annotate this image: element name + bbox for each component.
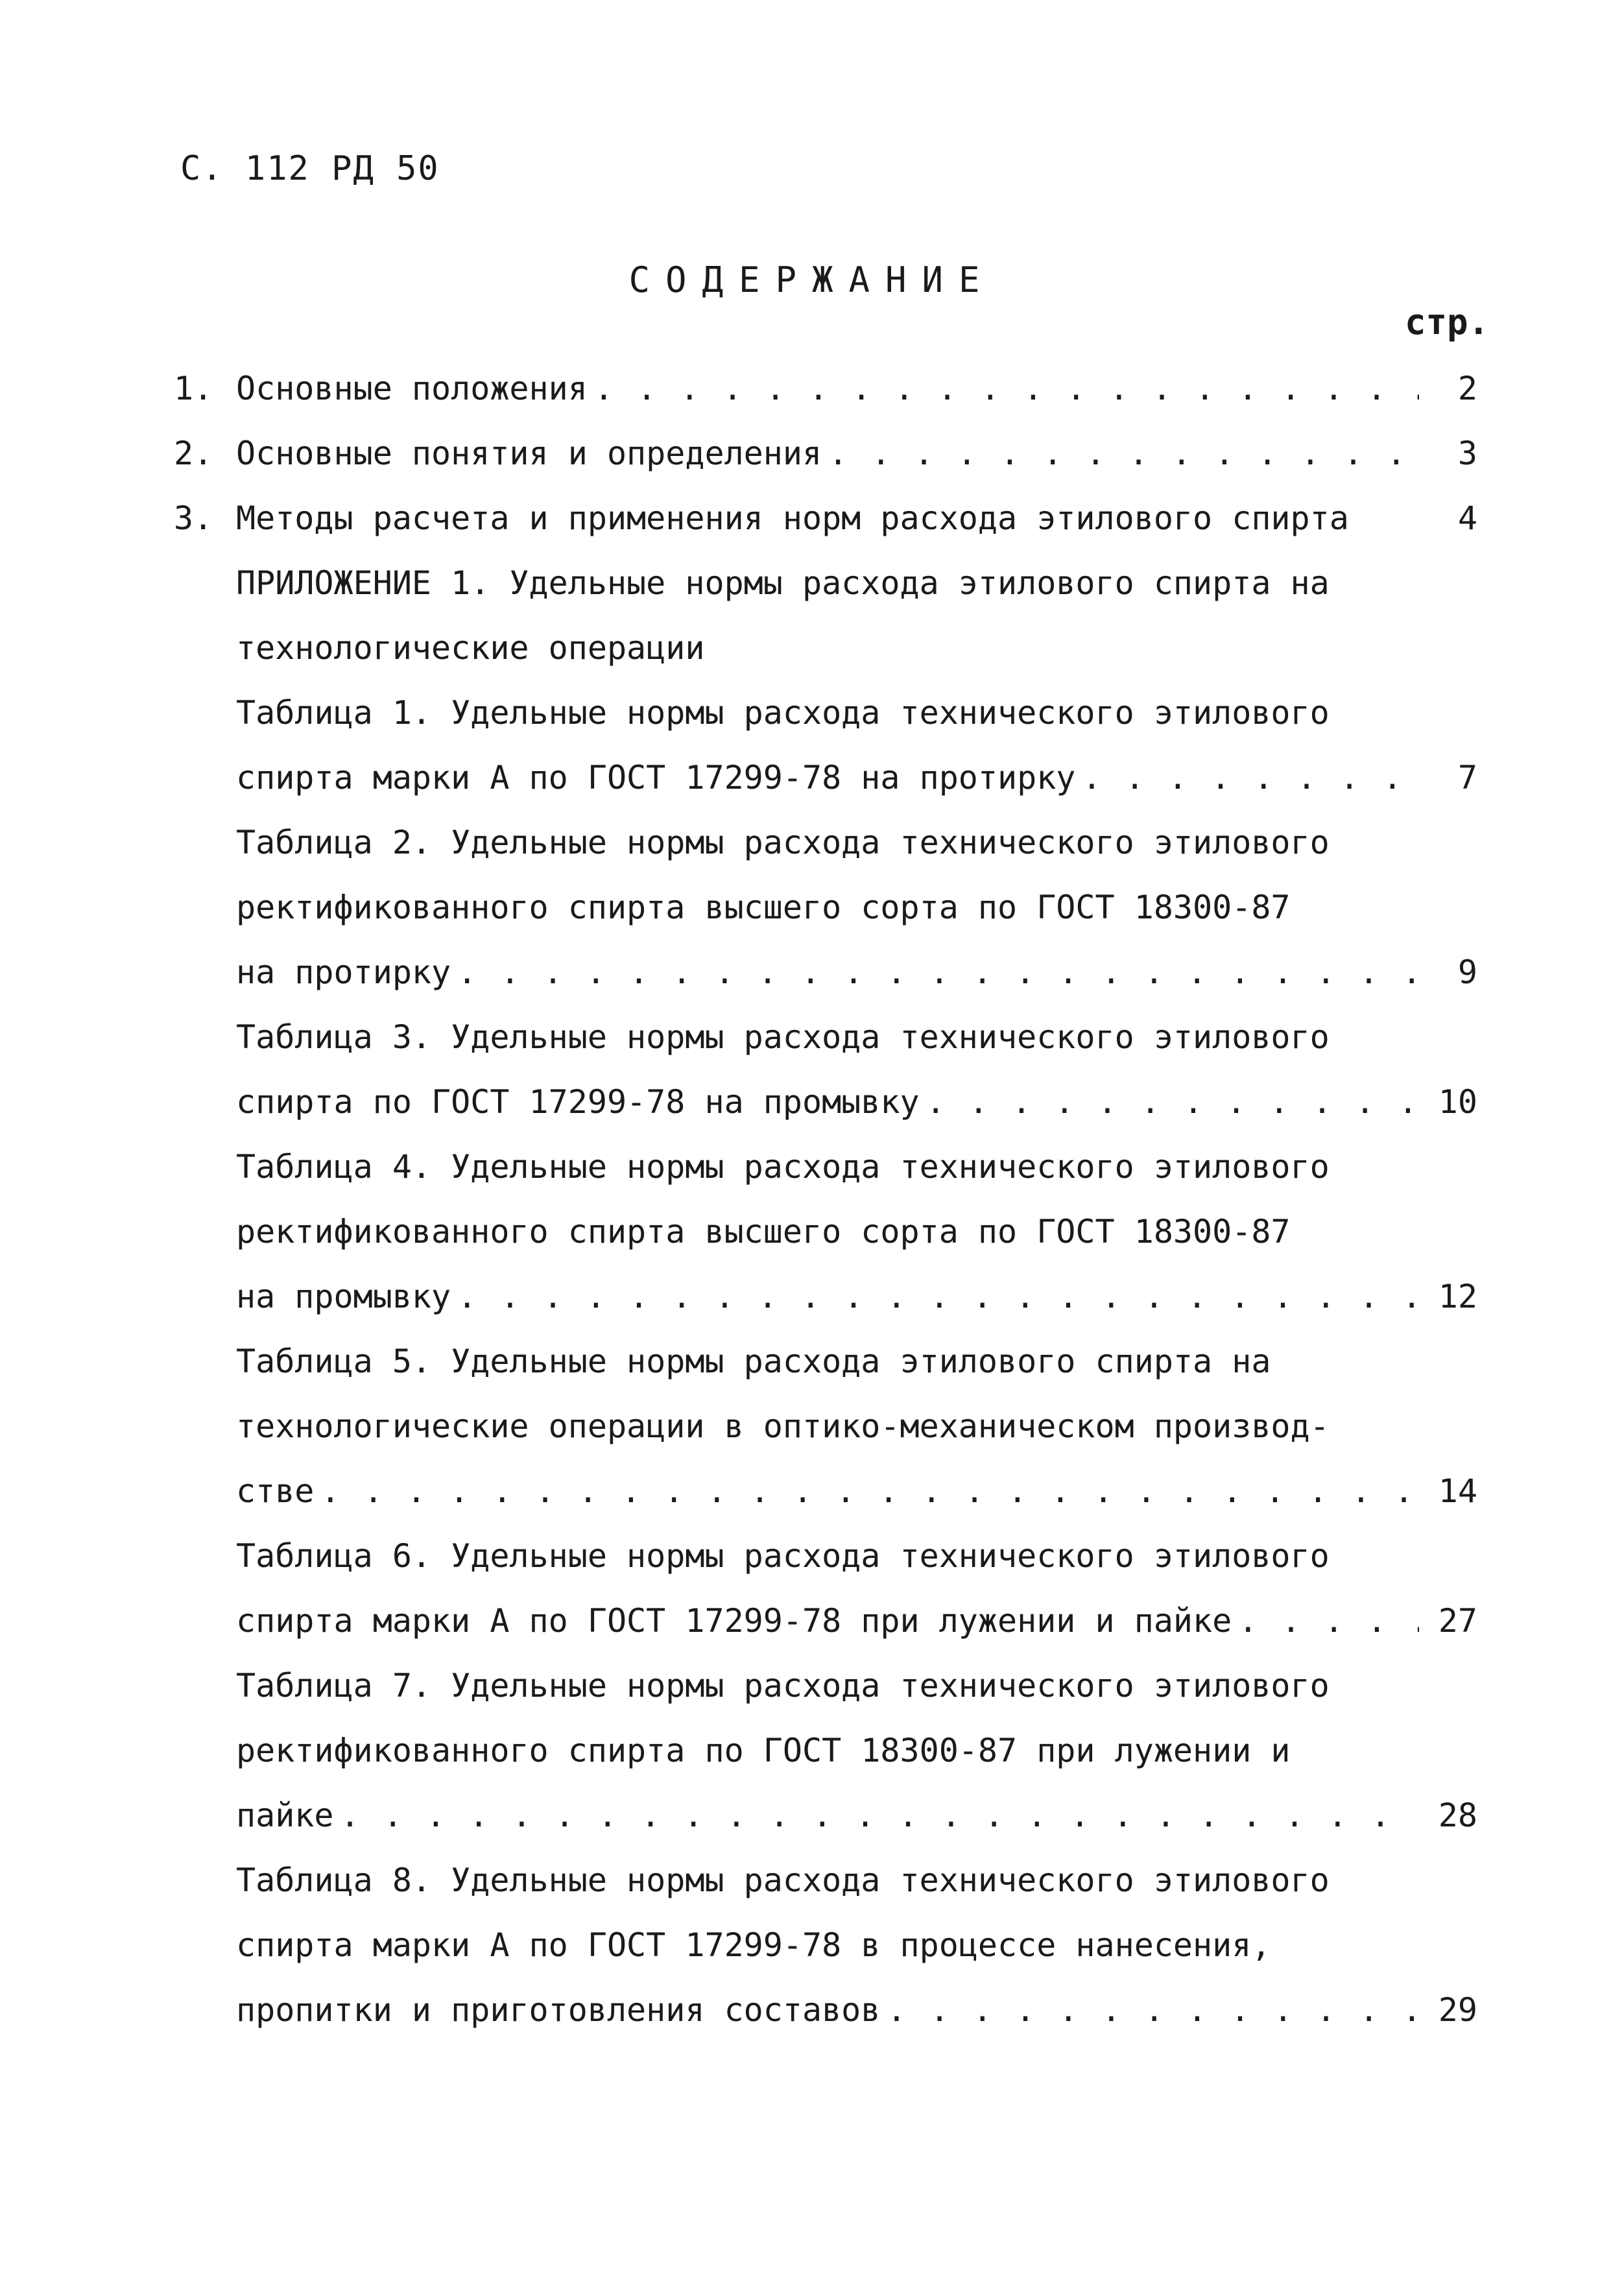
toc-entry-text: стве: [236, 1472, 315, 1510]
toc-entry: [174, 1343, 1477, 1407]
toc-entry-text: спирта марки А по ГОСТ 17299-78 в процессе нанесения,: [236, 1926, 1271, 1964]
toc-entry-text: Основные понятия и определения: [236, 435, 822, 472]
toc-entry: [174, 824, 1477, 889]
dot-leader: [1238, 1602, 1419, 1640]
toc-entry-number: 3.: [174, 499, 213, 537]
toc-entry-text: технологические операции: [236, 629, 705, 667]
toc-entry: [174, 1732, 1477, 1797]
page-column-label: стр.: [1404, 302, 1489, 342]
toc-entry-text: ректификованного спирта высшего сорта по ГОСТ 18300-87: [236, 889, 1291, 926]
toc-entry: [174, 499, 1477, 564]
toc-entry-text: спирта марки А по ГОСТ 17299-78 на протирку: [236, 759, 1076, 796]
toc-entry-page: 29: [1438, 1991, 1477, 2029]
dot-leader: [1082, 759, 1419, 796]
toc-entry: [174, 694, 1477, 759]
toc-entry: [174, 435, 1477, 499]
toc-entry: [174, 1926, 1477, 1991]
toc-entry: [174, 1991, 1477, 2056]
dot-leader: [828, 435, 1419, 472]
page-title: СОДЕРЖАНИЕ: [628, 259, 996, 300]
toc-entry-text: Таблица 3. Удельные нормы расхода технического этилового: [236, 1018, 1330, 1056]
toc-entry-page: 7: [1457, 759, 1477, 796]
toc-entry-text: пропитки и приготовления составов: [236, 1991, 881, 2029]
toc-entry-text: Таблица 7. Удельные нормы расхода технического этилового: [236, 1667, 1330, 1705]
toc-entry-number: 1.: [174, 370, 213, 407]
toc-entry-page: 12: [1438, 1278, 1477, 1315]
toc-entry-text: ПРИЛОЖЕНИЕ 1. Удельные нормы расхода этилового спирта на: [236, 564, 1330, 602]
toc-entry-text: Таблица 1. Удельные нормы расхода технического этилового: [236, 694, 1330, 732]
toc-entry-text: Таблица 5. Удельные нормы расхода этилового спирта на: [236, 1343, 1271, 1380]
toc-entry: [174, 564, 1477, 629]
toc-entry-page: 10: [1438, 1083, 1477, 1121]
toc-entry-page: 27: [1438, 1602, 1477, 1640]
toc-entry: [174, 1472, 1477, 1537]
toc-entry-page: 4: [1457, 499, 1477, 537]
toc-entry: [174, 759, 1477, 824]
toc-entry-text: пайке: [236, 1797, 334, 1834]
toc-entry: [174, 889, 1477, 953]
toc-entry: [174, 1861, 1477, 1926]
toc-entry-text: спирта марки А по ГОСТ 17299-78 при лужении и пайке: [236, 1602, 1232, 1640]
toc-entry-text: Таблица 6. Удельные нормы расхода технического этилового: [236, 1537, 1330, 1575]
toc-entry: [174, 370, 1477, 435]
toc-entry: [174, 1797, 1477, 1861]
toc-entry-number: 2.: [174, 435, 213, 472]
toc-entry-text: спирта по ГОСТ 17299-78 на промывку: [236, 1083, 920, 1121]
toc-entry-text: Основные положения: [236, 370, 588, 407]
toc-entry-page: 2: [1457, 370, 1477, 407]
dot-leader: [594, 370, 1419, 407]
toc-entry-text: Таблица 8. Удельные нормы расхода технического этилового: [236, 1861, 1330, 1899]
table-of-contents: [174, 370, 1477, 2056]
toc-entry-text: Таблица 2. Удельные нормы расхода технического этилового: [236, 824, 1330, 861]
page-header: С. 112 РД 50: [180, 149, 440, 188]
toc-entry: [174, 1213, 1477, 1278]
toc-entry-text: ректификованного спирта высшего сорта по ГОСТ 18300-87: [236, 1213, 1291, 1250]
toc-entry-text: Методы расчета и применения норм расхода этилового спирта: [236, 499, 1349, 537]
toc-entry-page: 9: [1457, 953, 1477, 991]
toc-entry-page: 14: [1438, 1472, 1477, 1510]
toc-entry: [174, 1537, 1477, 1602]
dot-leader: [457, 953, 1419, 991]
toc-entry-page: 28: [1438, 1797, 1477, 1834]
toc-entry-text: на протирку: [236, 953, 451, 991]
toc-entry: [174, 1018, 1477, 1083]
toc-entry-text: технологические операции в оптико-механическом производ-: [236, 1407, 1330, 1445]
toc-entry-text: Таблица 4. Удельные нормы расхода технического этилового: [236, 1148, 1330, 1186]
dot-leader: [457, 1278, 1419, 1315]
toc-entry: [174, 1148, 1477, 1213]
toc-entry-text: ректификованного спирта по ГОСТ 18300-87 при лужении и: [236, 1732, 1291, 1769]
dot-leader: [320, 1472, 1419, 1510]
toc-entry: [174, 1667, 1477, 1732]
toc-entry: [174, 1407, 1477, 1472]
dot-leader: [887, 1991, 1419, 2029]
toc-entry: [174, 1602, 1477, 1667]
toc-entry-text: на промывку: [236, 1278, 451, 1315]
toc-entry-page: 3: [1457, 435, 1477, 472]
toc-entry: [174, 1083, 1477, 1148]
toc-entry: [174, 953, 1477, 1018]
dot-leader: [926, 1083, 1419, 1121]
toc-entry: [174, 629, 1477, 694]
dot-leader: [340, 1797, 1419, 1834]
toc-entry: [174, 1278, 1477, 1343]
